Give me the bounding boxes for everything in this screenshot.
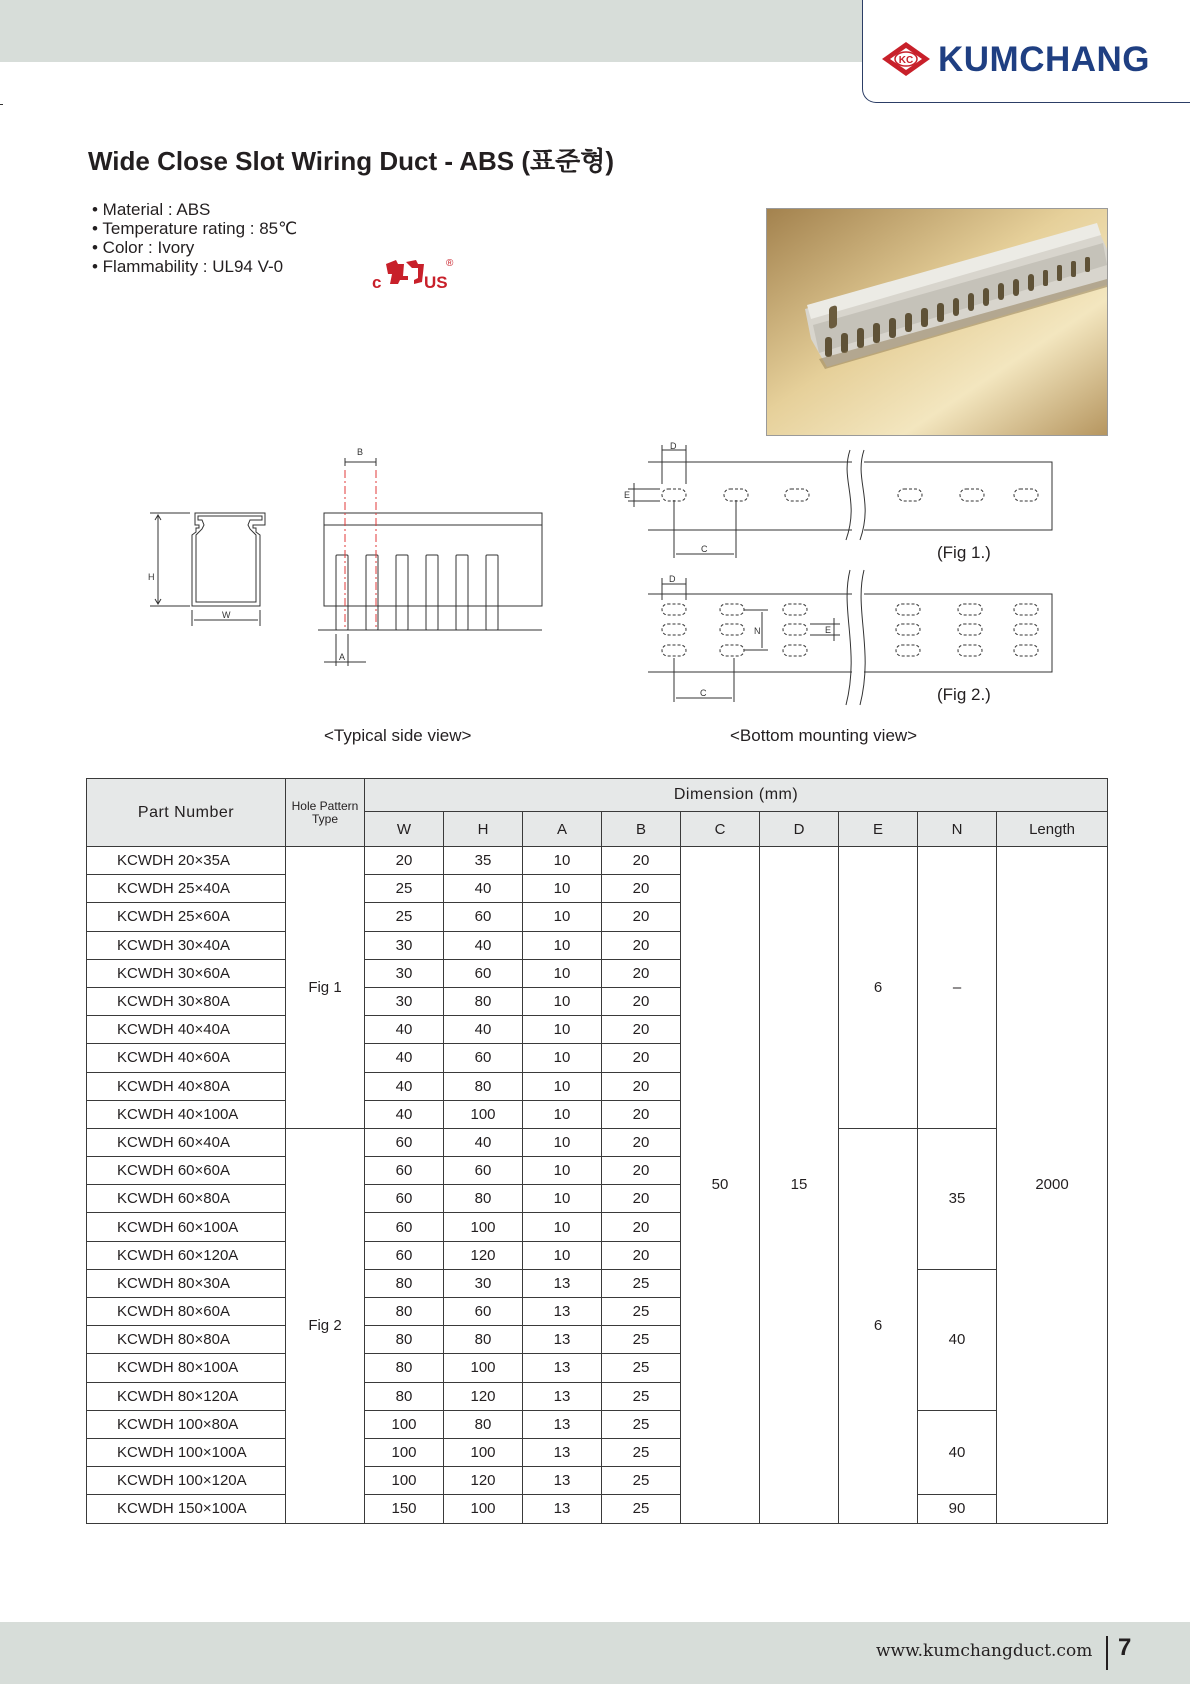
a-cell: 10 [523, 987, 602, 1015]
dim-c-label-fig1: C [701, 544, 708, 554]
b-cell: 25 [602, 1495, 681, 1523]
cert-c-text: c [372, 273, 382, 292]
h-cell: 80 [444, 1326, 523, 1354]
col-header-part-number: Part Number [87, 779, 286, 847]
h-cell: 80 [444, 1072, 523, 1100]
part-number-cell: KCWDH 60×100A [87, 1213, 286, 1241]
a-cell: 10 [523, 903, 602, 931]
part-number-cell: KCWDH 40×100A [87, 1100, 286, 1128]
h-cell: 80 [444, 987, 523, 1015]
dim-a-label: A [339, 652, 346, 662]
w-cell: 150 [365, 1495, 444, 1523]
part-number-cell: KCWDH 80×120A [87, 1382, 286, 1410]
w-cell: 30 [365, 931, 444, 959]
col-header-c: C [681, 812, 760, 847]
a-cell: 10 [523, 931, 602, 959]
a-cell: 10 [523, 1016, 602, 1044]
b-cell: 20 [602, 1213, 681, 1241]
h-cell: 60 [444, 1044, 523, 1072]
part-number-cell: KCWDH 60×40A [87, 1128, 286, 1156]
page-title: Wide Close Slot Wiring Duct - ABS (표준형) [88, 146, 615, 176]
spec-table [86, 778, 1108, 1524]
h-cell: 35 [444, 847, 523, 875]
col-header-h: H [444, 812, 523, 847]
col-header-w: W [365, 812, 444, 847]
table-row [87, 1128, 1108, 1156]
dim-h-label: H [148, 572, 155, 582]
h-cell: 100 [444, 1100, 523, 1128]
b-cell: 25 [602, 1298, 681, 1326]
part-number-cell: KCWDH 100×100A [87, 1438, 286, 1466]
table-row [87, 1269, 1108, 1297]
spec-list [92, 200, 297, 276]
part-number-cell: KCWDH 100×120A [87, 1467, 286, 1495]
w-cell: 80 [365, 1326, 444, 1354]
w-cell: 60 [365, 1241, 444, 1269]
page-number-divider [1106, 1636, 1108, 1670]
page-number: 7 [1118, 1634, 1132, 1661]
b-cell: 20 [602, 1044, 681, 1072]
h-cell: 100 [444, 1495, 523, 1523]
h-cell: 40 [444, 1016, 523, 1044]
h-cell: 80 [444, 1410, 523, 1438]
b-cell: 25 [602, 1382, 681, 1410]
a-cell: 10 [523, 1100, 602, 1128]
part-number-cell: KCWDH 40×80A [87, 1072, 286, 1100]
w-cell: 80 [365, 1382, 444, 1410]
part-number-cell: KCWDH 25×60A [87, 903, 286, 931]
a-cell: 10 [523, 1185, 602, 1213]
w-cell: 60 [365, 1157, 444, 1185]
h-cell: 80 [444, 1185, 523, 1213]
c-cell: 50 [681, 847, 760, 1524]
w-cell: 60 [365, 1213, 444, 1241]
b-cell: 20 [602, 1016, 681, 1044]
b-cell: 25 [602, 1410, 681, 1438]
col-header-hole-pattern: Hole Pattern Type [286, 779, 365, 847]
b-cell: 20 [602, 959, 681, 987]
dim-e-label-fig2: E [825, 625, 832, 635]
table-header-row [87, 779, 1108, 812]
b-cell: 20 [602, 1072, 681, 1100]
w-cell: 40 [365, 1044, 444, 1072]
dim-b-label: B [357, 447, 364, 457]
part-number-cell: KCWDH 20×35A [87, 847, 286, 875]
dim-w-label: W [222, 610, 231, 620]
h-cell: 30 [444, 1269, 523, 1297]
a-cell: 10 [523, 1128, 602, 1156]
b-cell: 25 [602, 1326, 681, 1354]
bottom-view-caption: <Bottom mounting view> [730, 726, 918, 745]
a-cell: 10 [523, 1072, 602, 1100]
cert-reg-text: ® [446, 258, 454, 269]
b-cell: 25 [602, 1467, 681, 1495]
ul-certification-icon [372, 254, 478, 294]
cert-us-text: US [424, 273, 448, 292]
part-number-cell: KCWDH 80×100A [87, 1354, 286, 1382]
h-cell: 120 [444, 1241, 523, 1269]
a-cell: 13 [523, 1467, 602, 1495]
col-header-n: N [918, 812, 997, 847]
w-cell: 60 [365, 1128, 444, 1156]
h-cell: 40 [444, 931, 523, 959]
w-cell: 30 [365, 959, 444, 987]
fig1-label: (Fig 1.) [937, 543, 991, 562]
w-cell: 80 [365, 1354, 444, 1382]
dim-c-label-fig2: C [700, 688, 707, 698]
b-cell: 25 [602, 1354, 681, 1382]
table-row [87, 847, 1108, 875]
part-number-cell: KCWDH 80×80A [87, 1326, 286, 1354]
n-cell: 90 [918, 1495, 997, 1523]
col-header-dimension: Dimension (mm) [365, 779, 1108, 812]
w-cell: 40 [365, 1072, 444, 1100]
col-header-length: Length [997, 812, 1108, 847]
d-cell: 15 [760, 847, 839, 1524]
h-cell: 60 [444, 959, 523, 987]
part-number-cell: KCWDH 30×80A [87, 987, 286, 1015]
a-cell: 10 [523, 1044, 602, 1072]
h-cell: 100 [444, 1354, 523, 1382]
kumchang-logo-icon [880, 40, 932, 78]
h-cell: 120 [444, 1382, 523, 1410]
h-cell: 100 [444, 1213, 523, 1241]
w-cell: 40 [365, 1016, 444, 1044]
crop-mark [0, 104, 3, 105]
table-row [87, 1495, 1108, 1523]
h-cell: 120 [444, 1467, 523, 1495]
b-cell: 20 [602, 1185, 681, 1213]
h-cell: 40 [444, 875, 523, 903]
col-header-d: D [760, 812, 839, 847]
n-cell: – [918, 847, 997, 1129]
b-cell: 20 [602, 903, 681, 931]
part-number-cell: KCWDH 80×30A [87, 1269, 286, 1297]
col-header-b: B [602, 812, 681, 847]
part-number-cell: KCWDH 80×60A [87, 1298, 286, 1326]
a-cell: 10 [523, 1241, 602, 1269]
b-cell: 20 [602, 931, 681, 959]
dim-e-label-fig1: E [624, 490, 631, 500]
part-number-cell: KCWDH 60×80A [87, 1185, 286, 1213]
col-header-e: E [839, 812, 918, 847]
b-cell: 20 [602, 847, 681, 875]
part-number-cell: KCWDH 40×40A [87, 1016, 286, 1044]
spec-material: • Material : ABS [92, 200, 211, 219]
table-row [87, 1410, 1108, 1438]
w-cell: 20 [365, 847, 444, 875]
part-number-cell: KCWDH 30×60A [87, 959, 286, 987]
a-cell: 10 [523, 959, 602, 987]
a-cell: 13 [523, 1269, 602, 1297]
w-cell: 100 [365, 1438, 444, 1466]
e-cell: 6 [839, 1128, 918, 1523]
b-cell: 20 [602, 1128, 681, 1156]
product-photo [766, 208, 1108, 436]
website-url[interactable]: www.kumchangduct.com [876, 1641, 1093, 1661]
b-cell: 20 [602, 1157, 681, 1185]
w-cell: 30 [365, 987, 444, 1015]
b-cell: 20 [602, 1100, 681, 1128]
a-cell: 13 [523, 1354, 602, 1382]
w-cell: 80 [365, 1269, 444, 1297]
e-cell: 6 [839, 847, 918, 1129]
h-cell: 60 [444, 903, 523, 931]
w-cell: 60 [365, 1185, 444, 1213]
n-cell: 40 [918, 1410, 997, 1495]
part-number-cell: KCWDH 25×40A [87, 875, 286, 903]
dim-n-label: N [754, 626, 761, 636]
b-cell: 25 [602, 1269, 681, 1297]
b-cell: 20 [602, 875, 681, 903]
side-view-caption: <Typical side view> [324, 726, 472, 745]
hole-pattern-cell: Fig 1 [286, 847, 365, 1129]
n-cell: 40 [918, 1269, 997, 1410]
spec-flammability: • Flammability : UL94 V-0 [92, 257, 284, 276]
part-number-cell: KCWDH 60×120A [87, 1241, 286, 1269]
a-cell: 10 [523, 1157, 602, 1185]
dim-d-label-fig1: D [670, 441, 677, 451]
part-number-cell: KCWDH 30×40A [87, 931, 286, 959]
part-number-cell: KCWDH 150×100A [87, 1495, 286, 1523]
h-cell: 60 [444, 1298, 523, 1326]
b-cell: 20 [602, 1241, 681, 1269]
a-cell: 13 [523, 1495, 602, 1523]
hole-pattern-cell: Fig 2 [286, 1128, 365, 1523]
n-cell: 35 [918, 1128, 997, 1269]
part-number-cell: KCWDH 40×60A [87, 1044, 286, 1072]
a-cell: 13 [523, 1298, 602, 1326]
h-cell: 40 [444, 1128, 523, 1156]
a-cell: 13 [523, 1326, 602, 1354]
a-cell: 10 [523, 1213, 602, 1241]
w-cell: 100 [365, 1467, 444, 1495]
spec-temperature: • Temperature rating : 85℃ [92, 219, 298, 238]
a-cell: 10 [523, 875, 602, 903]
length-cell: 2000 [997, 847, 1108, 1524]
logo-mark-text: KC [898, 55, 914, 66]
spec-color: • Color : Ivory [92, 238, 195, 257]
part-number-cell: KCWDH 100×80A [87, 1410, 286, 1438]
w-cell: 25 [365, 875, 444, 903]
col-header-a: A [523, 812, 602, 847]
fig2-label: (Fig 2.) [937, 685, 991, 704]
part-number-cell: KCWDH 60×60A [87, 1157, 286, 1185]
b-cell: 20 [602, 987, 681, 1015]
b-cell: 25 [602, 1438, 681, 1466]
a-cell: 13 [523, 1410, 602, 1438]
h-cell: 60 [444, 1157, 523, 1185]
w-cell: 25 [365, 903, 444, 931]
a-cell: 13 [523, 1382, 602, 1410]
a-cell: 10 [523, 847, 602, 875]
a-cell: 13 [523, 1438, 602, 1466]
w-cell: 40 [365, 1100, 444, 1128]
technical-drawing [140, 440, 1060, 740]
h-cell: 100 [444, 1438, 523, 1466]
brand-name: KUMCHANG [938, 40, 1151, 79]
w-cell: 100 [365, 1410, 444, 1438]
dim-d-label-fig2: D [669, 574, 676, 584]
w-cell: 80 [365, 1298, 444, 1326]
